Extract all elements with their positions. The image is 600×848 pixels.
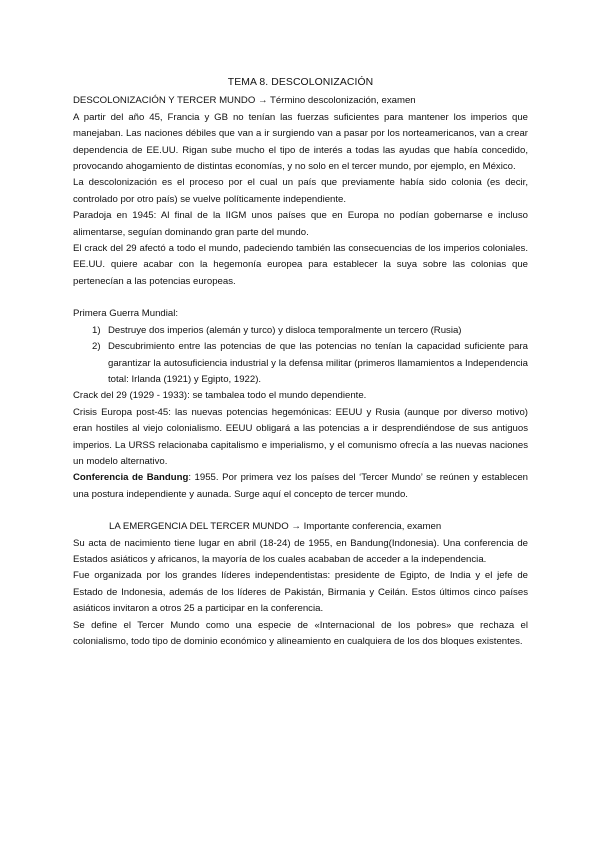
paragraph-bandung: [73, 470, 528, 503]
section-heading-primera-guerra: Primera Guerra Mundial:: [73, 308, 179, 320]
bold-term: Conferencia de Bandung: [73, 472, 189, 484]
paragraph: Fue organizada por los grandes líderes independentistas: presidente de Egipto, de India y el jefe de Estado de Indonesia, además de los líderes de Pakistán, Birmania y Ceilán. Estos últimos cinco países asiáticos invitaron a otros 25 a participar en la conferencia.: [73, 570, 528, 615]
list-item: [73, 339, 528, 388]
section-heading-tercer-mundo: LA EMERGENCIA DEL TERCER MUNDO → Importante conferencia, examen: [109, 521, 442, 533]
document-page: [73, 75, 528, 650]
list-number: 2): [92, 341, 101, 353]
numbered-list: [73, 323, 528, 389]
paragraph: Crack del 29 (1929 - 1933): se tambalea todo el mundo dependiente.: [73, 390, 367, 402]
document-title: TEMA 8. DESCOLONIZACIÓN: [227, 77, 374, 88]
list-item-text: Destruye dos imperios (alemán y turco) y disloca temporalmente un tercero (Rusia): [108, 324, 462, 336]
paragraph: Su acta de nacimiento tiene lugar en abril (18-24) de 1955, en Bandung(Indonesia). Una conferencia de Estados asiáticos y africanos, la mayoría de los cuales acababan de acceder a la independencia.: [73, 537, 528, 565]
paragraph: La descolonización es el proceso por el cual un país que previamente había sido colonia (es decir, controlado por otro país) se vuelve políticamente independiente.: [73, 177, 528, 205]
section-heading-descolonizacion: DESCOLONIZACIÓN Y TERCER MUNDO → Término descolonización, examen: [73, 95, 416, 107]
paragraph: Crisis Europa post-45: las nuevas potencias hegemónicas: EEUU y Rusia (aunque por diverso motivo) eran hostiles al viejo colonialismo. EEUU obligará a las potencias a ir desprendiéndose de sus antiguos imperios. La URSS relacionaba capitalismo e imperialismo, y el comunismo ofrecía a las nuevas naciones un modelo alternativo.: [73, 406, 528, 467]
paragraph: Paradoja en 1945: Al final de la IIGM unos países que en Europa no podían gobernarse e incluso alimentarse, seguían dominando gran parte del mundo.: [73, 210, 528, 238]
paragraph: Se define el Tercer Mundo como una especie de «Internacional de los pobres» que rechaza el colonialismo, todo tipo de dominio económico y alineamiento en cualquiera de los dos bloques existentes.: [73, 619, 528, 647]
list-number: 1): [92, 324, 101, 336]
paragraph: A partir del año 45, Francia y GB no tenían las fuerzas suficientes para mantener los imperios que manejaban. Las naciones débiles que van a ir surgiendo van a pasar por los norteamericanos, van a crear dependencia de EE.UU. Rigan sube mucho el tipo de interés a todas las ayudas que había concedido, provocando ahogamiento de distintas economías, y no solo en el tercer mundo, por ejemplo, en México.: [73, 111, 528, 173]
blank-line: [73, 503, 528, 519]
paragraph: El crack del 29 afectó a todo el mundo, padeciendo también las consecuencias de los imperios coloniales. EE.UU. quiere acabar con la hegemonía europea para establecer la suya sobre las colonias que pertenecían a las potencias europeas.: [73, 243, 528, 287]
paragraph-text: : 1955. Por primera vez los países del ‘Tercer Mundo’ se reúnen y establecen una postura independiente y aunada. Surge aquí el concepto de tercer mundo.: [73, 472, 528, 500]
list-item-text: Descubrimiento entre las potencias de que las potencias no tenían la capacidad suficiente para garantizar la autosuficiencia industrial y la defensa militar (primeros llamamientos a Independencia total: Irlanda (1921) y Egipto, 1922).: [108, 341, 528, 385]
blank-line: [73, 290, 528, 306]
list-item: [73, 323, 528, 339]
